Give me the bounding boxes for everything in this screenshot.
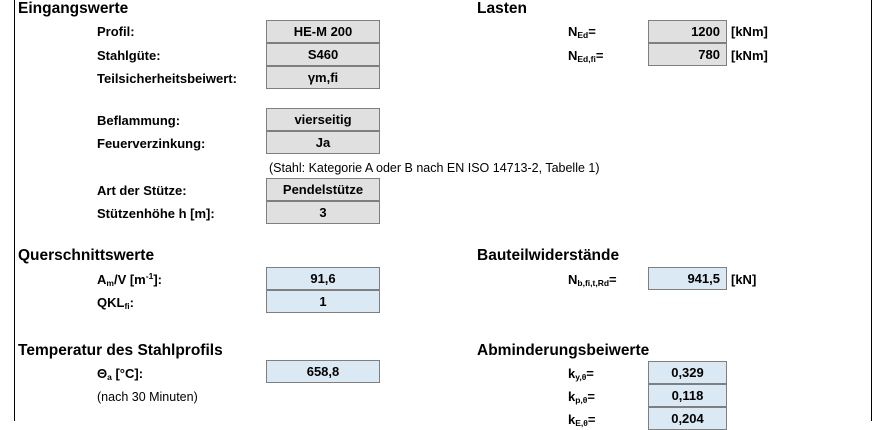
teilsicherheit-label: Teilsicherheitsbeiwert: (97, 71, 237, 86)
k1-value: 0,329 (648, 361, 727, 384)
beflammung-label: Beflammung: (97, 113, 181, 128)
qkl-label: $QKL_{fi}$: (97, 295, 134, 311)
hoehe-value[interactable]: 3 (266, 201, 380, 224)
feuerverzinkung-value[interactable]: Ja (266, 131, 380, 154)
feuerverzinkung-label: Feuerverzinkung: (97, 136, 206, 151)
temperatur-note: (nach 30 Minuten) (97, 390, 198, 404)
nedfi-label: $N_{Ed,fi}=$ (568, 48, 604, 64)
hoehe-label: Stützenhöhe h [m]: (97, 206, 215, 221)
k2-label: $k_{p,\theta}=$ (568, 389, 595, 405)
section-bauteilwiderstaende: Bauteilwiderstände (477, 247, 620, 264)
k1-label: $k_{y,\theta}=$ (568, 366, 594, 382)
nb-label: $N_{b,fi,t,Rd}=$ (568, 272, 617, 288)
section-abminderung: Abminderungsbeiwerte (477, 342, 650, 359)
amv-label: $A_m/V$ $[m^{-1}]$: (97, 271, 162, 288)
section-temperatur: Temperatur des Stahlprofils (18, 342, 223, 359)
feuerverzinkung-note: (Stahl: Kategorie A oder B nach EN ISO 14713-2, Tabelle 1) (269, 161, 600, 175)
profil-label: Profil: (97, 24, 135, 39)
nb-value: 941,5 (648, 267, 727, 290)
teilsicherheit-value[interactable]: γm,fi (266, 66, 380, 89)
ned-value[interactable]: 1200 (648, 20, 727, 43)
ned-label: $N_{Ed}=$ (568, 24, 596, 40)
stahlguete-value[interactable]: S460 (266, 43, 380, 66)
ned-unit: [kNm] (731, 24, 768, 39)
amv-value: 91,6 (266, 267, 380, 290)
section-eingangswerte: Eingangswerte (18, 0, 129, 17)
nb-unit: [kN] (731, 272, 757, 287)
theta-value: 658,8 (266, 360, 380, 383)
section-lasten: Lasten (477, 0, 527, 17)
stahlguete-label: Stahlgüte: (97, 48, 161, 63)
nedfi-unit: [kNm] (731, 48, 768, 63)
profil-value[interactable]: HE-M 200 (266, 20, 380, 43)
section-querschnittswerte: Querschnittswerte (18, 247, 155, 264)
k2-value: 0,118 (648, 384, 727, 407)
stuetze-value[interactable]: Pendelstütze (266, 178, 380, 201)
k3-label: $k_{E,\theta}=$ (568, 412, 596, 428)
stuetze-label: Art der Stütze: (97, 183, 187, 198)
nedfi-value[interactable]: 780 (648, 43, 727, 66)
qkl-value: 1 (266, 290, 380, 313)
theta-label: $\Theta_a$ [°C]: (97, 366, 144, 382)
k3-value: 0,204 (648, 407, 727, 430)
beflammung-value[interactable]: vierseitig (266, 108, 380, 131)
